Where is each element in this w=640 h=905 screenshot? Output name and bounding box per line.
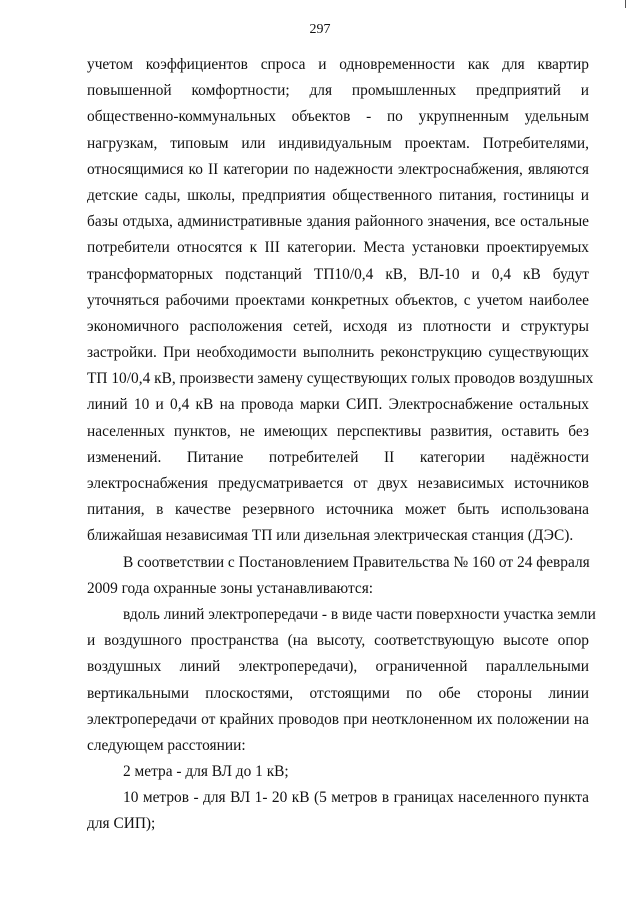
text-line: трансформаторных подстанций ТП10/0,4 кВ, ВЛ-10 и 0,4 кВ будут bbox=[87, 265, 589, 283]
paragraph-first-line: вдоль линий электропередачи - в виде части поверхности участка земли bbox=[123, 605, 596, 623]
text-line: детские сады, школы, предприятия общественного питания, гостиницы и bbox=[87, 186, 589, 204]
text-line: воздушных линий электропередачи), ограниченной параллельными bbox=[87, 658, 589, 676]
text-line: повышенной комфортности; для промышленных предприятий и bbox=[87, 82, 589, 100]
text-line: нагрузкам, типовым или индивидуальным проектам. Потребителями, bbox=[87, 134, 589, 152]
page-number: 297 bbox=[309, 22, 331, 37]
text-line: электроснабжения предусматривается от двух независимых источников bbox=[87, 475, 589, 492]
text-line: для СИП); bbox=[87, 815, 156, 833]
text-line: 2009 года охранные зоны устанавливаются: bbox=[87, 579, 374, 597]
list-item: 2 метра - для ВЛ до 1 кВ; bbox=[123, 763, 289, 781]
list-item: 10 метров - для ВЛ 1- 20 кВ (5 метров в границах населенного пункта bbox=[123, 789, 589, 807]
text-line: следующем расстоянии: bbox=[87, 736, 246, 754]
text-line: электропередачи от крайних проводов при неотклоненном их положении на bbox=[87, 710, 589, 728]
text-line: экономичного расположения сетей, исходя из плотности и структуры bbox=[87, 317, 589, 335]
text-line: населенных пунктов, не имеющих перспективы развития, оставить без bbox=[87, 422, 589, 440]
paragraph-first-line: В соответствии с Постановлением Правительства № 160 от 24 февраля bbox=[123, 553, 590, 571]
text-line: линий 10 и 0,4 кВ на провода марки СИП. Электроснабжение остальных bbox=[87, 396, 589, 414]
text-line: ТП 10/0,4 кВ, произвести замену существующих голых проводов воздушных bbox=[87, 370, 594, 388]
text-line: питания, в качестве резервного источника может быть использована bbox=[87, 501, 589, 519]
text-line: относящимися ко II категории по надежности электроснабжения, являются bbox=[87, 160, 589, 178]
text-line: застройки. При необходимости выполнить реконструкцию существующих bbox=[87, 344, 589, 362]
text-line: учетом коэффициентов спроса и одновременности как для квартир bbox=[87, 56, 589, 73]
text-line: и воздушного пространства (на высоту, соответствующую высоте опор bbox=[87, 632, 589, 650]
text-line: ближайшая независимая ТП или дизельная электрическая станция (ДЭС). bbox=[87, 527, 574, 545]
document-body bbox=[87, 52, 596, 838]
text-line: уточняться рабочими проектами конкретных объектов, с учетом наиболее bbox=[87, 291, 589, 309]
text-line: изменений. Питание потребителей II категории надёжности bbox=[87, 448, 589, 466]
page-corner-mark bbox=[625, 0, 626, 8]
text-line: вертикальными плоскостями, отстоящими по обе стороны линии bbox=[87, 684, 589, 702]
text-line: общественно-коммунальных объектов - по укрупненным удельным bbox=[87, 108, 589, 126]
text-line: потребители относятся к III категории. Места установки проектируемых bbox=[87, 239, 589, 257]
text-line: базы отдыха, административные здания районного значения, все остальные bbox=[87, 213, 589, 231]
